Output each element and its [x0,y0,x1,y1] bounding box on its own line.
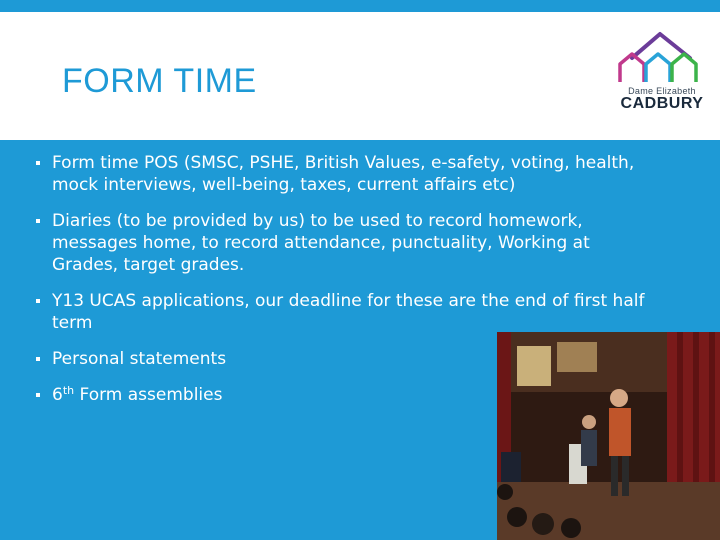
bullet-text-suffix: Form assemblies [74,385,223,405]
bullet-dot-icon [36,299,40,303]
bullet-item [30,290,650,334]
assembly-photo [497,332,720,540]
bullet-item [30,152,650,196]
logo-text-line1: Dame Elizabeth [628,86,696,96]
slide-title: FORM TIME [62,62,257,100]
bullet-dot-icon [36,393,40,397]
bullet-superscript: th [62,384,75,397]
houses-logo-icon [612,20,708,90]
bullet-dot-icon [36,219,40,223]
bullet-item [30,210,650,276]
assembly-photo-icon [497,332,720,540]
bullet-text: Form time POS (SMSC, PSHE, British Values, e-safety, voting, health, mock interviews, well-being, taxes, current affairs etc) [52,153,635,195]
logo-text-line2: CADBURY [620,95,704,112]
bullet-text: Diaries (to be provided by us) to be used to record homework, messages home, to record attendance, punctuality, Working at Grades, target grades. [52,211,590,275]
bullet-dot-icon [36,161,40,165]
top-strip [0,0,720,12]
bullet-text: Y13 UCAS applications, our deadline for these are the end of first half term [52,291,645,333]
bullet-dot-icon [36,357,40,361]
bullet-text-prefix: 6 [52,385,63,405]
bullet-text: Personal statements [52,349,227,369]
